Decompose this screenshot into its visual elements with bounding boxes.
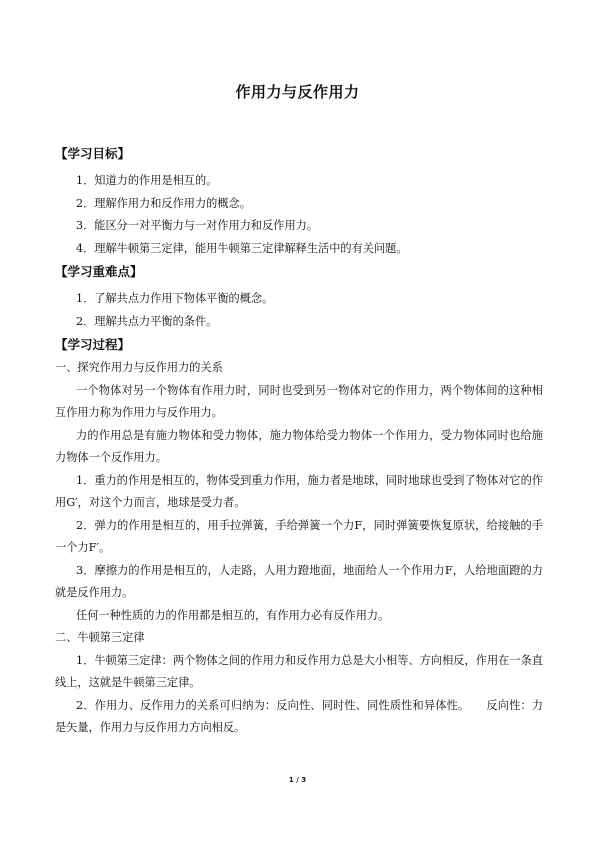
process-heading: 【学习过程】 [55, 337, 131, 352]
paragraph: 力的作用总是有施力物体和受力物体，施力物体给受力物体一个作用力，受力物体同时也给施力物体一个反作用力。 [55, 428, 543, 464]
section-title: 一、探究作用力与反作用力的关系 [55, 361, 223, 374]
goal-item: 3．能区分一对平衡力与一对作用力和反作用力。 [76, 219, 319, 232]
page-number: 1 / 3 [288, 776, 307, 784]
paragraph: 任何一种性质的力的作用都是相互的，有作用力必有反作用力。 [76, 608, 390, 622]
paragraph: 1．重力的作用是相互的，物体受到重力作用，施力者是地球，同时地球也受到了物体对它的作用G′，对这个力而言，地球是受力者。 [55, 473, 543, 509]
document-body [55, 142, 543, 740]
paragraph: 2．弹力的作用是相互的，用手拉弹簧，手给弹簧一个力F，同时弹簧要恢复原状，给接触的手一个力F′。 [55, 518, 543, 554]
page-title: 作用力与反作用力 [235, 83, 360, 101]
keypoint-item: 1．了解共点力作用下物体平衡的概念。 [76, 292, 274, 305]
paragraph: 2．作用力、反作用力的关系可归纳为：反向性、同时性、同性质性和异体性。 反向性：力是矢量，作用力与反作用力方向相反。 [55, 698, 543, 734]
section-title: 二、牛顿第三定律 [55, 631, 145, 644]
goal-item: 4．理解牛顿第三定律，能用牛顿第三定律解释生活中的有关问题。 [76, 241, 408, 255]
goal-item: 1．知道力的作用是相互的。 [76, 174, 218, 187]
paragraph: 1．牛顿第三定律：两个物体之间的作用力和反作用力总是大小相等、方向相反，作用在一条直线上，这就是牛顿第三定律。 [55, 653, 543, 689]
paragraph: 3．摩擦力的作用是相互的，人走路，人用力蹬地面，地面给人一个作用力F，人给地面蹬的力就是反作用力。 [55, 563, 543, 599]
keypoints-heading: 【学习重难点】 [55, 264, 143, 279]
paragraph: 一个物体对另一个物体有作用力时，同时也受到另一物体对它的作用力，两个物体间的这种相互作用力称为作用力与反作用力。 [55, 383, 543, 419]
goal-item: 2．理解作用力和反作用力的概念。 [76, 196, 251, 210]
goals-heading: 【学习目标】 [55, 146, 131, 161]
keypoint-item: 2．理解共点力平衡的条件。 [76, 314, 218, 328]
